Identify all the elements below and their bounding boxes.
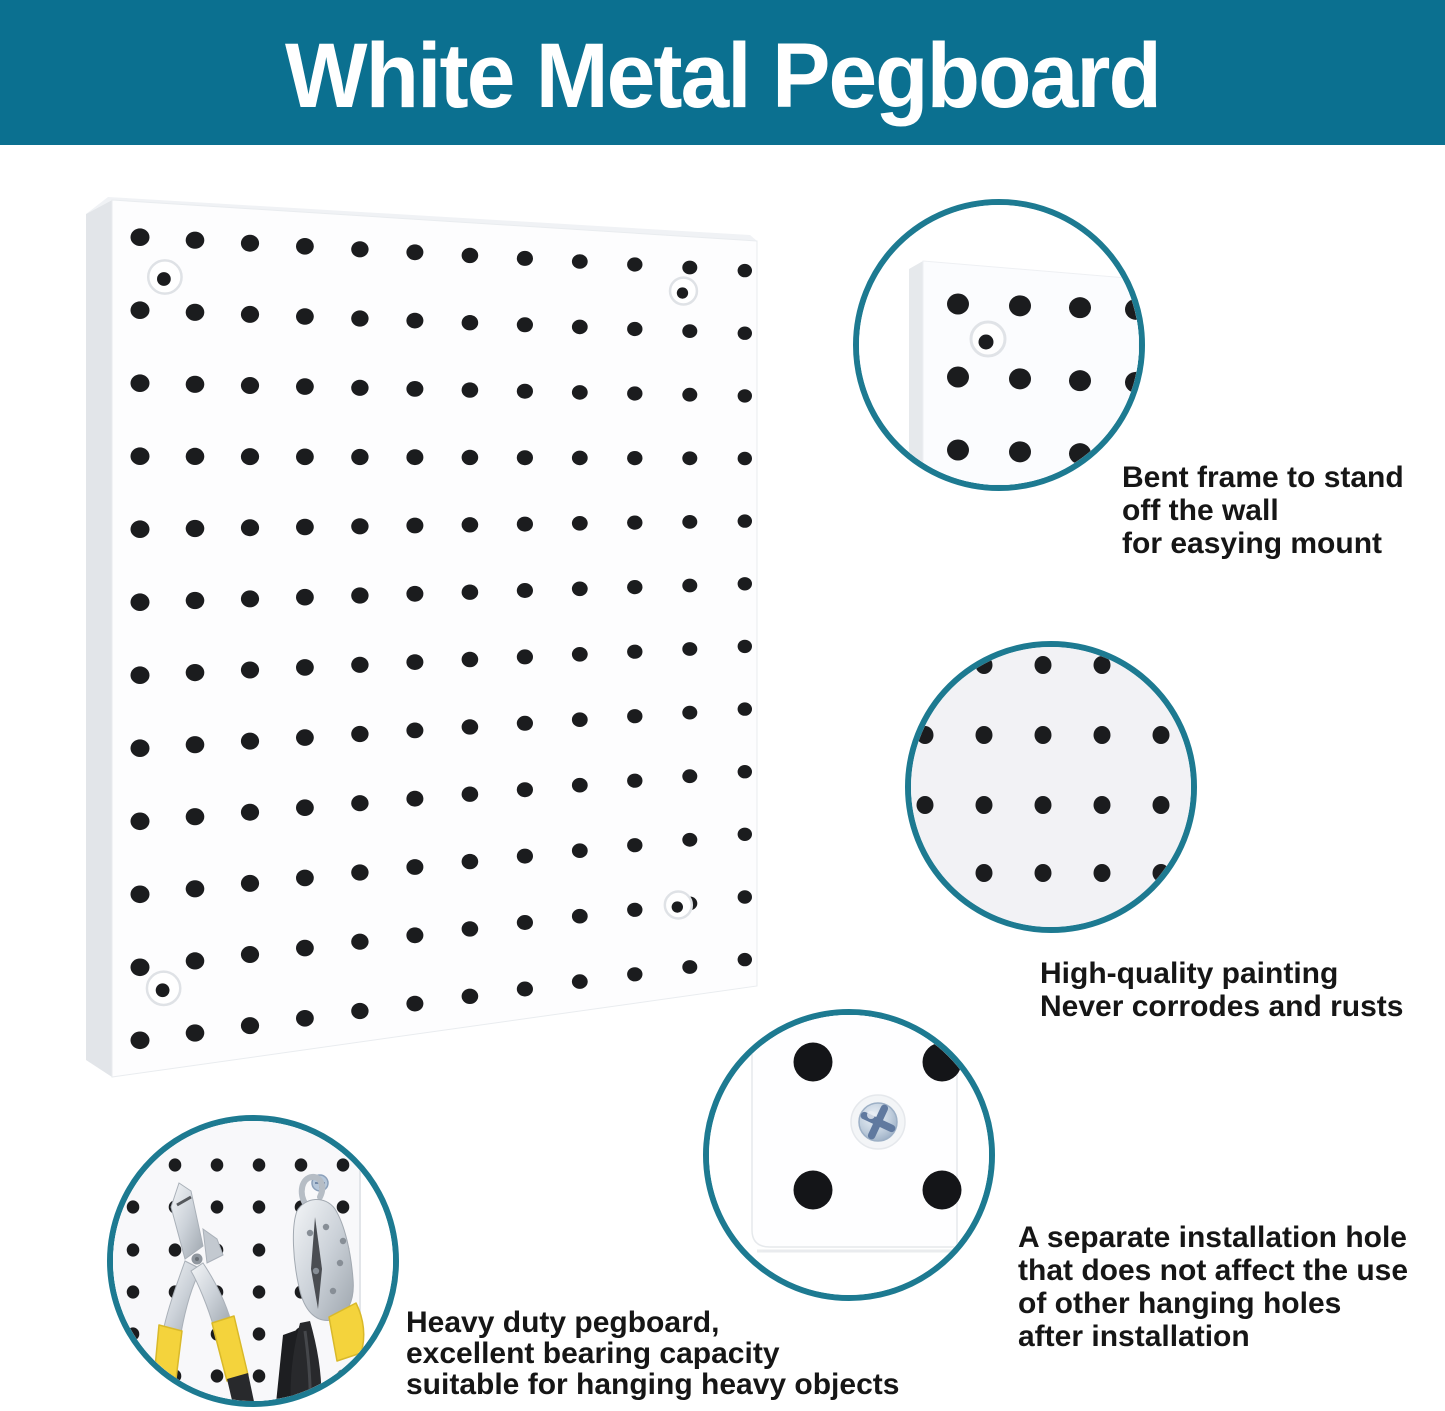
callout-line: of other hanging holes	[1018, 1287, 1342, 1320]
callout-circle-heavy-duty	[107, 1115, 399, 1407]
bent-frame-zoom-icon	[859, 205, 1139, 485]
callout-line: Never corrodes and rusts	[1040, 990, 1404, 1023]
callout-line: Bent frame to stand	[1122, 461, 1404, 494]
callout-line: Heavy duty pegboard,	[406, 1306, 720, 1339]
pegboard-image	[60, 170, 770, 1090]
callout-line: High-quality painting	[1040, 957, 1339, 990]
callout-line: suitable for hanging heavy objects	[406, 1368, 900, 1401]
callout-line: A separate installation hole	[1018, 1221, 1407, 1254]
callout-line: for easying mount	[1122, 527, 1383, 560]
callout-circle-install-hole	[703, 1009, 995, 1301]
page-title: White Metal Pegboard	[285, 25, 1160, 127]
pegboard-svg	[60, 170, 770, 1090]
callout-circle-bent-frame	[853, 199, 1145, 491]
callout-circle-painting	[905, 641, 1197, 933]
callout-text-painting	[1040, 957, 1403, 1023]
title-banner	[0, 0, 1445, 145]
callout-text-heavy-duty	[406, 1307, 899, 1400]
callout-line: excellent bearing capacity	[406, 1337, 780, 1370]
painting-zoom-icon	[911, 647, 1191, 927]
callout-line: that does not affect the use	[1018, 1254, 1409, 1287]
callout-text-bent-frame	[1122, 461, 1404, 560]
callout-text-install-hole	[1018, 1221, 1408, 1353]
callout-line: off the wall	[1122, 494, 1279, 527]
install-hole-zoom-icon	[709, 1015, 989, 1295]
callout-line: after installation	[1018, 1320, 1250, 1353]
heavy-duty-zoom-icon	[113, 1121, 393, 1401]
